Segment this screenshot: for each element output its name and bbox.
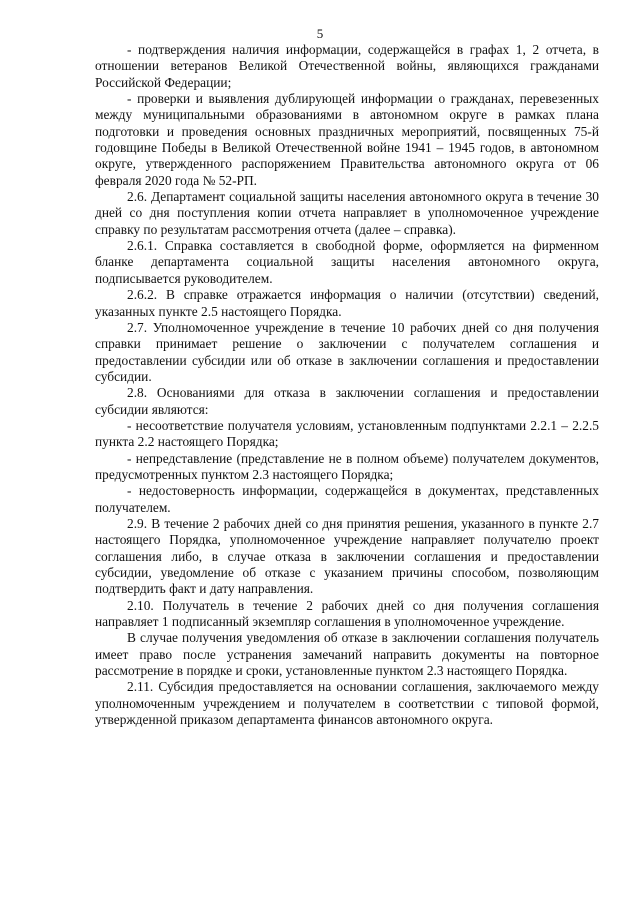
- paragraph: - непредставление (представление не в полном объеме) получателем документов, предусмотренных пунктом 2.3 настоящего Порядка;: [95, 450, 599, 482]
- paragraph: 2.11. Субсидия предоставляется на основании соглашения, заключаемого между уполномоченным учреждением и получателем в соответствии с типовой формой, утвержденной приказом департамента финансов автономного округа.: [95, 679, 599, 728]
- paragraph: - несоответствие получателя условиям, установленным подпунктами 2.2.1 – 2.2.5 пункта 2.2 настоящего Порядка;: [95, 417, 599, 450]
- page-number: 5: [316, 26, 324, 41]
- paragraph: 2.9. В течение 2 рабочих дней со дня принятия решения, указанного в пункте 2.7 настоящего Порядка, уполномоченное учреждение направляет получателю проект соглашения либо, в случае отказа в заключении соглашения и предоставлении субсидии, уведомление об отказе с указанием причины способом, позволяющим подтвердить факт и дату направления.: [95, 515, 599, 597]
- paragraph: 2.7. Уполномоченное учреждение в течение 10 рабочих дней со дня получения справки принимает решение о заключении с получателем соглашения и предоставлении субсидии или об отказе в заключении соглашения и предоставлении субсидии.: [95, 319, 599, 384]
- paragraph: В случае получения уведомления об отказе в заключении соглашения получатель имеет право после устранения замечаний направить документы на повторное рассмотрение в порядке и сроки, установленные пунктом 2.3 настоящего Порядка.: [95, 630, 599, 679]
- paragraph: 2.6. Департамент социальной защиты населения автономного округа в течение 30 дней со дня поступления копии отчета направляет в уполномоченное учреждение справку по результатам рассмотрения отчета (далее – справка).: [95, 189, 599, 237]
- paragraph: 2.8. Основаниями для отказа в заключении соглашения и предоставлении субсидии являются:: [95, 385, 599, 417]
- paragraph: 2.6.1. Справка составляется в свободной форме, оформляется на фирменном бланке департамента социальной защиты населения автономного округа, подписывается руководителем.: [95, 238, 599, 286]
- document-body: [95, 42, 599, 728]
- paragraph: 2.6.2. В справке отражается информация о наличии (отсутствии) сведений, указанных пункте 2.5 настоящего Порядка.: [95, 287, 599, 319]
- paragraph: - проверки и выявления дублирующей информации о гражданах, перевезенных между муниципальными образованиями в автономном округе в рамках плана подготовки и проведения основных праздничных мероприятий, посвященных 75-й годовщине Победы в Великой Отечественной войне 1941 – 1945 годов, в автономном округе, утвержденного распоряжением Правительства автономного округа от 06 февраля 2020 года № 52-РП.: [95, 91, 599, 188]
- paragraph: - недостоверность информации, содержащейся в документах, представленных получателем.: [95, 483, 599, 515]
- paragraph: 2.10. Получатель в течение 2 рабочих дней со дня получения соглашения направляет 1 подписанный экземпляр соглашения в уполномоченное учреждение.: [95, 597, 599, 630]
- paragraph: - подтверждения наличия информации, содержащейся в графах 1, 2 отчета, в отношении ветеранов Великой Отечественной войны, являющихся гражданами Российской Федерации;: [95, 42, 599, 90]
